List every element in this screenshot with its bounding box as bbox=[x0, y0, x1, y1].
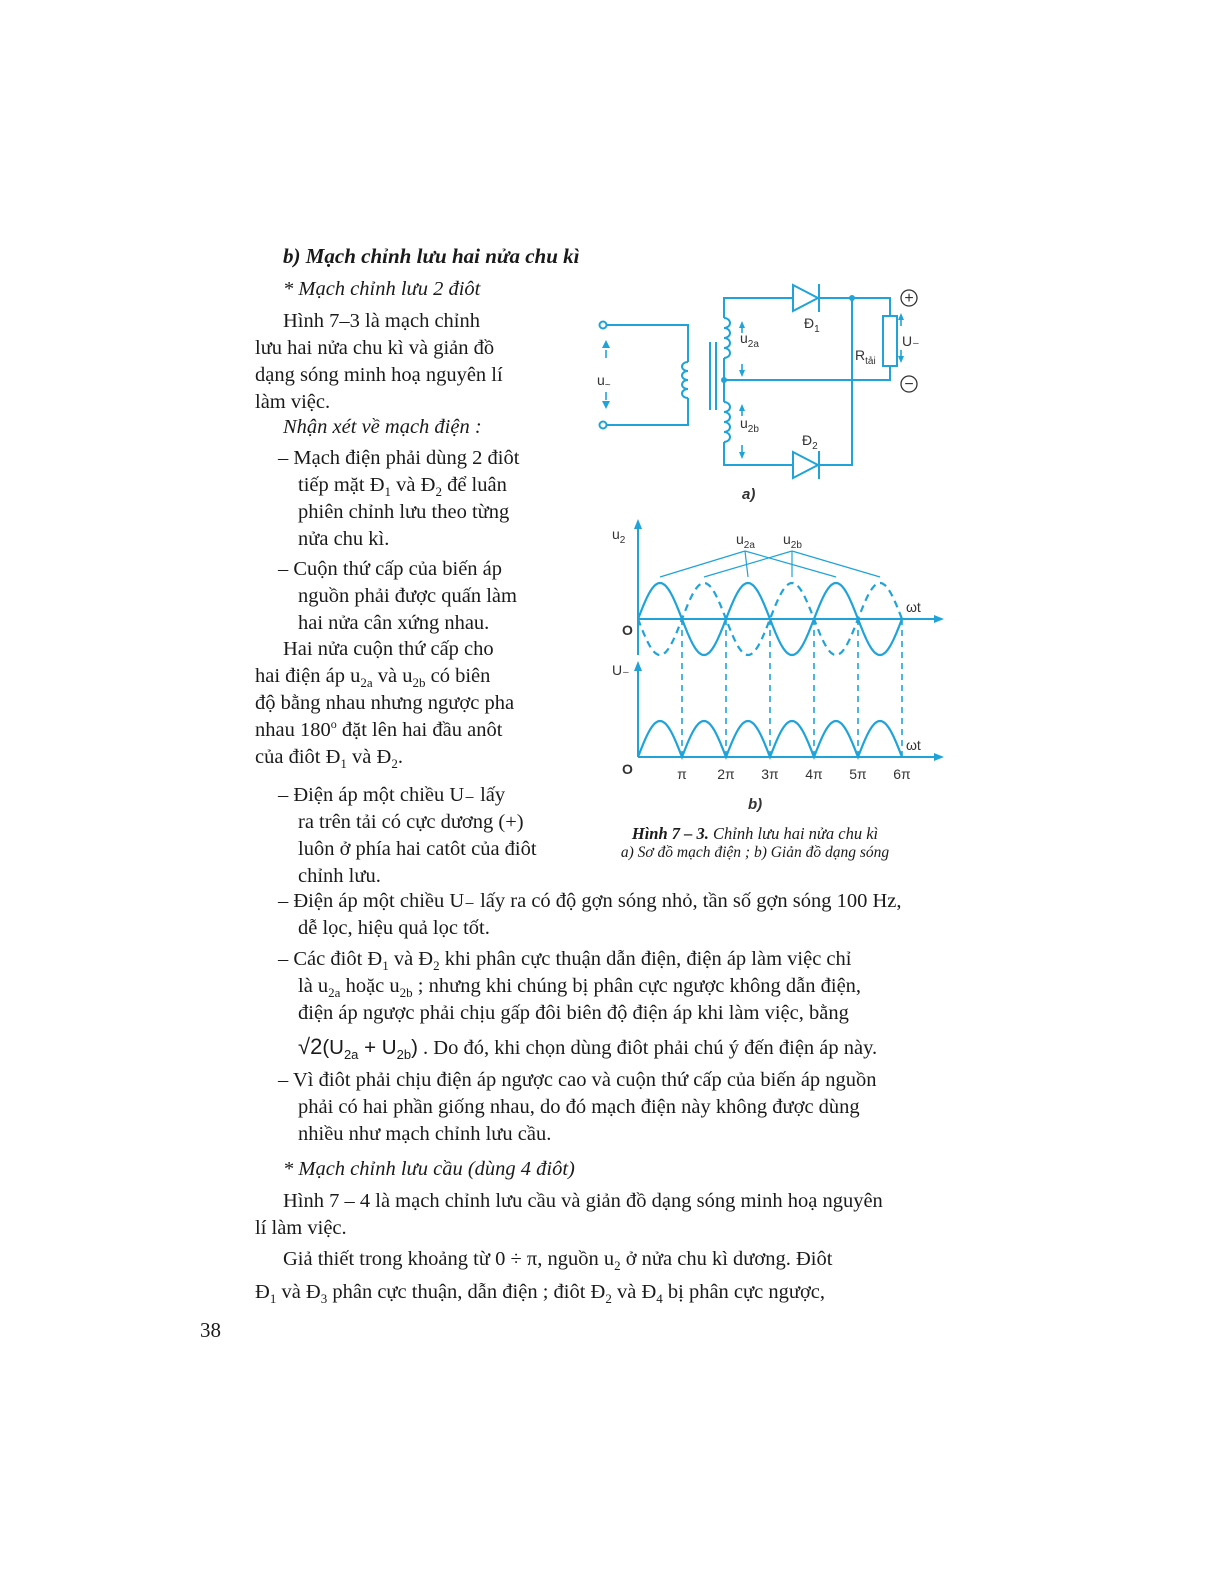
secondary-coil-top bbox=[724, 318, 730, 358]
arrow-right-icon bbox=[934, 753, 944, 761]
bottom-origin-label: O bbox=[622, 761, 633, 777]
paragraph-4 bbox=[255, 1246, 935, 1306]
bullet-5 bbox=[278, 946, 958, 1062]
text-line: – Cuộn thứ cấp của biến áp bbox=[278, 558, 503, 580]
bottom-x-label: ωt bbox=[906, 737, 921, 753]
label-d2: $Đ_2$ bbox=[802, 432, 818, 452]
arrow-down-icon bbox=[602, 401, 610, 409]
page-number: 38 bbox=[200, 1318, 221, 1342]
arrow-up-icon bbox=[634, 519, 642, 529]
intro-line: lưu hai nửa chu kì và giản đồ bbox=[255, 337, 495, 359]
junction-dot bbox=[721, 377, 727, 383]
arrow-down-icon bbox=[739, 452, 745, 459]
minus-sign: − bbox=[904, 376, 914, 393]
text-line: của điôt $Đ_1$ và $Đ_2$. bbox=[255, 746, 403, 771]
text-line: ra trên tải có cực dương (+) bbox=[298, 811, 524, 833]
text-line: nguồn phải được quấn làm bbox=[298, 585, 517, 607]
figure-label-a: a) bbox=[742, 486, 756, 503]
annotation-u2b: $u_{2b}$ bbox=[783, 531, 802, 551]
circuit-diagram bbox=[580, 280, 950, 505]
wire-out-top bbox=[819, 298, 890, 316]
intro-paragraph bbox=[255, 308, 547, 416]
paragraph-3 bbox=[255, 1188, 935, 1242]
arrow-down-icon bbox=[898, 356, 904, 363]
waveform-chart bbox=[600, 515, 950, 820]
label-u-in: $u_\sim$ bbox=[597, 372, 611, 391]
arrow-up-icon bbox=[602, 340, 610, 348]
text-line: lí làm việc. bbox=[255, 1217, 347, 1239]
plus-sign: + bbox=[904, 290, 914, 307]
section-heading: b) Mạch chỉnh lưu hai nửa chu kì bbox=[283, 244, 580, 268]
text-line: – Mạch điện phải dùng 2 điôt bbox=[278, 447, 520, 469]
paragraph-2 bbox=[255, 636, 547, 771]
x-tick-label: 4π bbox=[805, 766, 823, 782]
intro-line: làm việc. bbox=[255, 391, 331, 413]
remark-heading: Nhận xét về mạch điện : bbox=[283, 416, 482, 438]
top-origin-label: O bbox=[622, 622, 633, 638]
arrow-right-icon bbox=[934, 615, 944, 623]
label-d1: $Đ_1$ bbox=[804, 315, 820, 335]
x-tick-label: 5π bbox=[849, 766, 867, 782]
diode-d2 bbox=[793, 452, 818, 478]
text-line: là $u_{2a}$ hoặc $u_{2b}$ ; nhưng khi chúng bị phân cực ngược không dẫn điện, bbox=[298, 975, 862, 1000]
caption-sub: a) Sơ đồ mạch điện ; b) Giản đồ dạng sóng bbox=[620, 844, 890, 861]
diode-d1 bbox=[793, 285, 818, 311]
wire-top bbox=[724, 298, 793, 318]
caption-title-line: Hình 7 – 3. Chỉnh lưu hai nửa chu kì bbox=[631, 824, 879, 843]
input-terminal-top bbox=[600, 322, 607, 329]
text-line: phải có hai phần giống nhau, do đó mạch điện này không được dùng bbox=[298, 1096, 860, 1118]
text-line: nửa chu kì. bbox=[298, 528, 390, 550]
x-tick-label: 6π bbox=[893, 766, 911, 782]
text-line: tiếp mặt $Đ_1$ và $Đ_2$ để luân bbox=[298, 474, 507, 499]
x-tick-label: 2π bbox=[717, 766, 735, 782]
annotation-line-u2a bbox=[745, 551, 836, 577]
arrow-up-icon bbox=[739, 321, 745, 328]
top-y-label: $u_2$ bbox=[612, 526, 626, 546]
text-line: – Các điôt $Đ_1$ và $Đ_2$ khi phân cực thuận dẫn điện, điện áp làm việc chỉ bbox=[278, 948, 852, 973]
text-line: luôn ở phía hai catôt của điôt bbox=[298, 838, 537, 860]
arrow-up-icon bbox=[634, 661, 642, 671]
primary-coil bbox=[682, 362, 688, 398]
text-line: Giả thiết trong khoảng từ 0 ÷ π, nguồn $u_2$ ở nửa chu kì dương. Điôt bbox=[283, 1248, 833, 1273]
text-line: nhiều như mạch chỉnh lưu cầu. bbox=[298, 1123, 552, 1145]
top-x-label: ωt bbox=[906, 599, 921, 615]
text-line: điện áp ngược phải chịu gấp đôi biên độ điện áp khi làm việc, bằng bbox=[298, 1002, 849, 1024]
intro-line: dạng sóng minh hoạ nguyên lí bbox=[255, 364, 503, 386]
text-line: Hai nửa cuộn thứ cấp cho bbox=[283, 638, 494, 660]
text-line: $Đ_1$ và $Đ_3$ phân cực thuận, dẫn điện ; điôt $Đ_2$ và $Đ_4$ bị phân cực ngược, bbox=[255, 1281, 826, 1306]
figure-caption bbox=[580, 824, 930, 862]
annotation-line-u2b bbox=[792, 551, 880, 577]
text-line: chỉnh lưu. bbox=[298, 865, 381, 887]
annotation-u2a: $u_{2a}$ bbox=[736, 531, 755, 551]
resistor-load bbox=[883, 316, 897, 366]
text-line: nhau 180$^o$ đặt lên hai đầu anôt bbox=[255, 717, 503, 741]
input-wire-bottom bbox=[607, 398, 688, 425]
text-line: phiên chỉnh lưu theo từng bbox=[298, 501, 510, 523]
annotation-line-u2a bbox=[660, 551, 745, 577]
label-u-out: U₋ bbox=[902, 333, 920, 349]
subheading-bridge: * Mạch chỉnh lưu cầu (dùng 4 điôt) bbox=[283, 1158, 575, 1180]
x-tick-label: π bbox=[677, 766, 687, 782]
bottom-y-label: U₋ bbox=[612, 662, 630, 678]
text-line: hai điện áp $u_{2a}$ và $u_{2b}$ có biên bbox=[255, 665, 491, 690]
arrow-up-icon bbox=[739, 404, 745, 411]
text-line: – Điện áp một chiều U₋ lấy ra có độ gợn sóng nhỏ, tần số gợn sóng 100 Hz, bbox=[278, 890, 902, 912]
input-terminal-bottom bbox=[600, 422, 607, 429]
label-r-load: $R_{tải}$ bbox=[855, 347, 876, 367]
label-u2a: $u_{2a}$ bbox=[740, 330, 759, 350]
bullet-4 bbox=[278, 888, 958, 942]
subheading-2-diode: * Mạch chỉnh lưu 2 điôt bbox=[283, 278, 481, 300]
text-line: – Vì điôt phải chịu điện áp ngược cao và cuộn thứ cấp của biến áp nguồn bbox=[278, 1069, 877, 1091]
bullet-3 bbox=[278, 782, 558, 890]
text-line: độ bằng nhau nhưng ngược pha bbox=[255, 692, 515, 714]
label-u2b: $u_{2b}$ bbox=[740, 415, 759, 435]
wire-out-join bbox=[819, 298, 852, 465]
wire-bottom bbox=[724, 442, 793, 465]
secondary-coil-bottom bbox=[724, 402, 730, 442]
wire-return bbox=[724, 366, 890, 380]
arrow-up-icon bbox=[898, 313, 904, 320]
text-line: hai nửa cân xứng nhau. bbox=[298, 612, 490, 634]
text-line: – Điện áp một chiều U₋ lấy bbox=[278, 784, 506, 806]
figure-label-b: b) bbox=[748, 796, 763, 813]
input-wire-top bbox=[607, 325, 688, 362]
text-line: Hình 7 – 4 là mạch chỉnh lưu cầu và giản đồ dạng sóng minh hoạ nguyên bbox=[283, 1190, 883, 1212]
arrow-down-icon bbox=[739, 370, 745, 377]
text-line: dễ lọc, hiệu quả lọc tốt. bbox=[298, 917, 490, 939]
intro-line: Hình 7–3 là mạch chỉnh bbox=[283, 310, 480, 332]
x-tick-label: 3π bbox=[761, 766, 779, 782]
junction-dot bbox=[849, 295, 855, 301]
bullet-1 bbox=[278, 445, 548, 553]
text-line: $√2(U_{2a} + U_{2b})$ . Do đó, khi chọn dùng điôt phải chú ý đến điện áp này. bbox=[298, 1034, 878, 1062]
bullet-6 bbox=[278, 1067, 958, 1148]
bullet-2 bbox=[278, 556, 548, 637]
